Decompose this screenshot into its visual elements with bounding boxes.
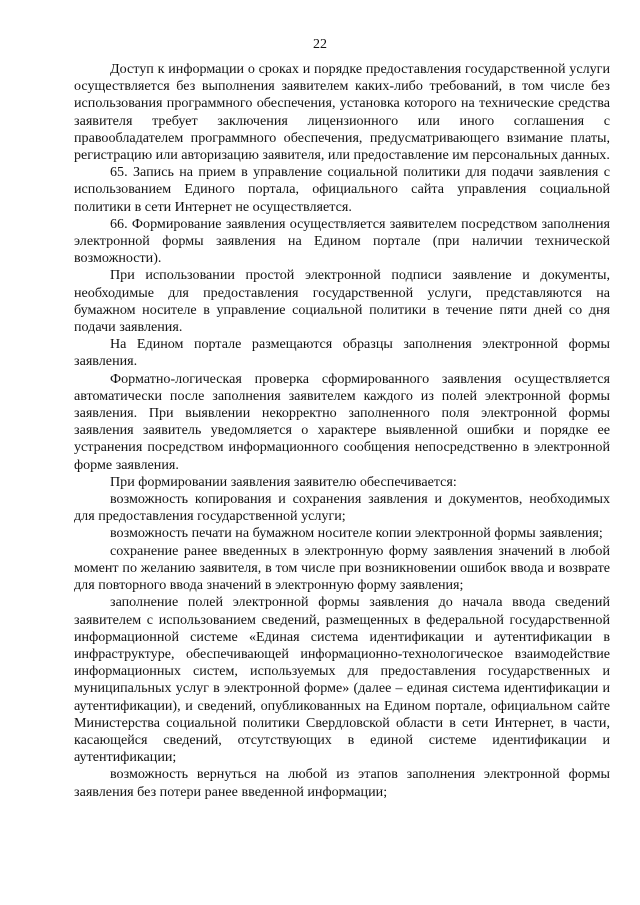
paragraph-samples: На Едином портале размещаются образцы заполнения электронной формы заявления.: [74, 336, 610, 370]
paragraph-simple-signature: При использовании простой электронной подписи заявление и документы, необходимые для предоставления государственной услуги, представляются на бумажном носителе в управление социальной политики в течение пяти дней со дня подачи заявления.: [74, 267, 610, 336]
paragraph-66-form: 66. Формирование заявления осуществляется заявителем посредством заполнения электронной формы заявления на Едином портале (при наличии технической возможности).: [74, 215, 610, 267]
page-number: 22: [313, 37, 327, 52]
paragraph-format-check: Форматно-логическая проверка сформированного заявления осуществляется автоматически после заполнения заявителем каждого из полей электронной формы заявления. При выявлении некорректно заполненного поля электронной формы заявления заявитель уведомляется о характере выявленной ошибки и порядке ее устранения посредством информационного сообщения непосредственно в электронной форме заявления.: [74, 370, 610, 473]
list-item-prefill: заполнение полей электронной формы заявления до начала ввода сведений заявителем с использованием сведений, размещенных в федеральной государственной информационной системе «Единая система идентификации и аутентификации в инфраструктуре, обеспечивающей информационно-технологическое взаимодействие информационных систем, используемых для предоставления государственных и муниципальных услуг в электронной форме» (далее – единая система идентификации и аутентификации), и сведений, опубликованных на Едином портале, официальном сайте Министерства социальной политики Свердловской области в сети Интернет, в части, касающейся сведений, отсутствующих в единой системе идентификации и аутентификации;: [74, 594, 610, 766]
list-item-print: возможность печати на бумажном носителе копии электронной формы заявления;: [110, 525, 603, 542]
list-item-copy-save: возможность копирования и сохранения заявления и документов, необходимых для предоставления государственной услуги;: [74, 491, 610, 525]
paragraph-access-info: Доступ к информации о сроках и порядке предоставления государственной услуги осуществляется без выполнения заявителем каких-либо требований, в том числе без использования программного обеспечения, установка которого на технические средства заявителя требует заключения лицензионного или иного соглашения с правообладателем программного обеспечения, предусматривающего взимание платы, регистрацию или авторизацию заявителя, или предоставление им персональных данных.: [74, 61, 610, 164]
paragraph-65-appointment: 65. Запись на прием в управление социальной политики для подачи заявления с использованием Единого портала, официального сайта управления социальной политики в сети Интернет не осуществляется.: [74, 164, 610, 215]
document-body: [74, 61, 610, 801]
list-item-return-step: возможность вернуться на любой из этапов заполнения электронной формы заявления без потери ранее введенной информации;: [74, 766, 610, 800]
list-item-keep-values: сохранение ранее введенных в электронную форму заявления значений в любой момент по желанию заявителя, в том числе при возникновении ошибок ввода и возврате для повторного ввода значений в электронную форму заявления;: [74, 542, 610, 594]
paragraph-provided-list-intro: При формировании заявления заявителю обеспечивается:: [110, 473, 457, 490]
